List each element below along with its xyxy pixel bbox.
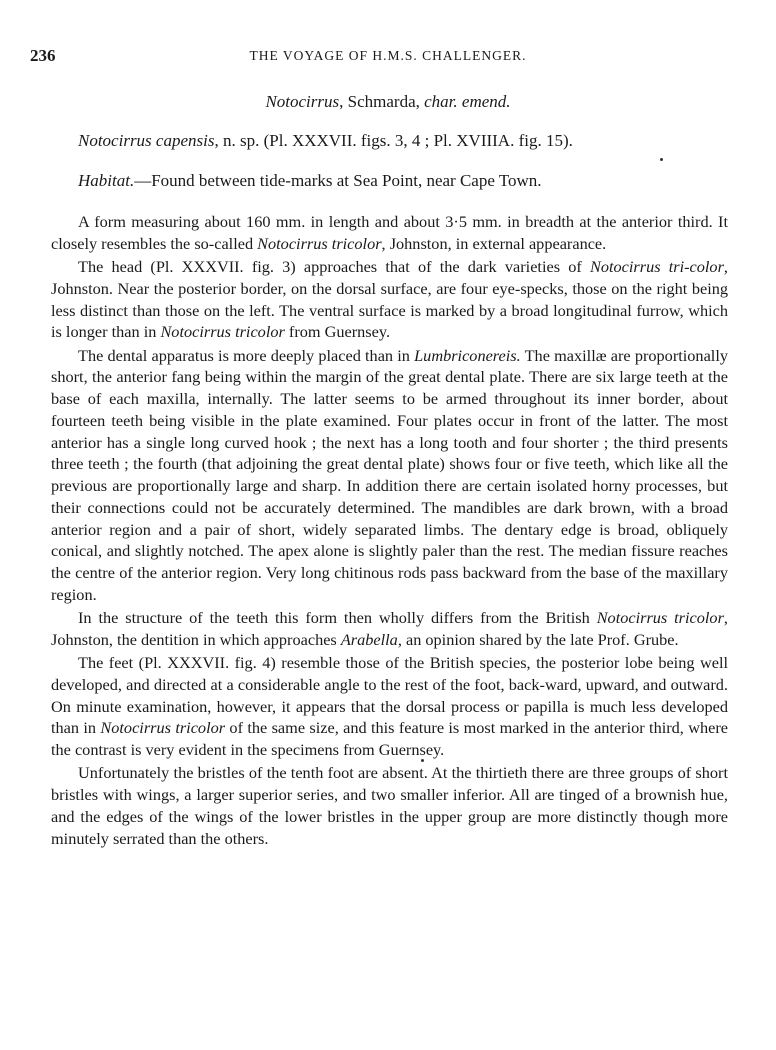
paragraph-text: The dental apparatus is more deeply placed than in [78, 345, 415, 365]
genus-authority: , Schmarda, [339, 92, 425, 111]
taxon-name: Notocirrus tricolor [596, 608, 724, 627]
paragraph-text: In the structure of the teeth this form then wholly differs from the British [78, 608, 597, 627]
taxon-name: Arabella [340, 629, 398, 649]
taxon-name: Notocirrus tri-color [589, 257, 724, 276]
habitat-label: Habitat. [78, 171, 135, 190]
paragraph-text: Unfortunately the bristles of the tenth foot are absent. At the thirtieth there are three groups of short bristles with wings, a larger superior series, and two smaller inferior. All are tinged of a brownish hue, and the edges of the wings of the lower bristles in the upper group are more distinctly though more minutely serrated than the others. [51, 763, 728, 848]
paragraph-text: The feet (Pl. XXXVII. fig. 4) resemble those of the British species, the posterior lobe being well developed, and directed at a considerable angle to the rest of the foot, back-ward, upward, and outward. On minute examination, however, it appears that the dorsal process or papilla is much less developed than in [51, 653, 728, 738]
species-name: Notocirrus capensis [78, 131, 215, 150]
page-number: 236 [30, 46, 56, 65]
paragraph-text: The head (Pl. XXXVII. fig. 3) approaches that of the dark varieties of [78, 257, 590, 276]
taxon-name: Notocirrus tricolor [257, 233, 382, 253]
paragraph-text: A form measuring about 160 mm. in length and about 3·5 mm. in breadth at the anterior third. It closely resembles the so-called [51, 212, 728, 253]
paragraph-text: , Johnston, in external appearance. [381, 233, 607, 253]
habitat-line [78, 171, 542, 191]
paragraph-6 [51, 762, 728, 849]
paragraph-2 [51, 256, 728, 343]
paragraph-4 [51, 607, 728, 651]
paragraph-text: from Guernsey. [284, 322, 391, 342]
paragraph-5 [51, 652, 728, 761]
paragraph-text: of the same size, and this feature is most marked in the anterior third, where the contrast is very evident in the specimens from Guernsey. [51, 718, 728, 759]
taxon-name: Notocirrus tricolor [160, 322, 285, 342]
taxon-name: Notocirrus tricolor [100, 718, 226, 738]
running-title: THE VOYAGE OF H.M.S. CHALLENGER. [249, 48, 527, 63]
species-references: , n. sp. (Pl. XXXVII. figs. 3, 4 ; Pl. XVIIIA. fig. 15). [214, 131, 573, 150]
paragraph-text: , Johnston. Near the posterior border, on the dorsal surface, are four eye-specks, those on the right being less distinct than those on the left. The ventral surface is marked by a broad longitudinal furrow, which is longer than in [51, 257, 728, 342]
paragraph-text: , an opinion shared by the late Prof. Grube. [397, 629, 679, 649]
paragraph-text: The maxillæ are proportionally short, the anterior fang being within the margin of the great dental plate. There are six large teeth at the base of each maxilla, internally. The latter seems to be armed throughout its inner border, about fourteen teeth being visible in the plate examined. Four plates occur in front of the latter. The most anterior has a single long curved hook ; the next has a long tooth and four shorter ; the third presents three teeth ; the fourth (that adjoining the great dental plate) shows four or five teeth, which like all the previous are proportionally large and sharp. In addition there are certain isolated horny processes, but their connections could not be accurately determined. The mandibles are dark brown, with a broad anterior region and a pair of short, widely separated limbs. The dentary edge is broad, obliquely conical, and slightly notched. The apex alone is slightly paler than the rest. The median fissure reaches the centre of the anterior region. Very long chitinous rods pass backward from the base of the maxillary region. [51, 345, 728, 604]
genus-note: char. emend. [424, 92, 511, 111]
genus-name: Notocirrus [265, 92, 340, 111]
ink-speck [421, 759, 424, 762]
paragraph-3 [51, 345, 728, 606]
paragraph-1 [51, 211, 728, 255]
genus-heading [0, 92, 776, 112]
species-line [78, 131, 573, 151]
paragraph-text: , Johnston, the dentition in which approaches [51, 608, 728, 649]
body-text [51, 211, 728, 849]
habitat-text: —Found between tide-marks at Sea Point, near Cape Town. [134, 171, 542, 190]
ink-speck [660, 158, 663, 161]
taxon-name: Lumbriconereis. [414, 345, 521, 365]
